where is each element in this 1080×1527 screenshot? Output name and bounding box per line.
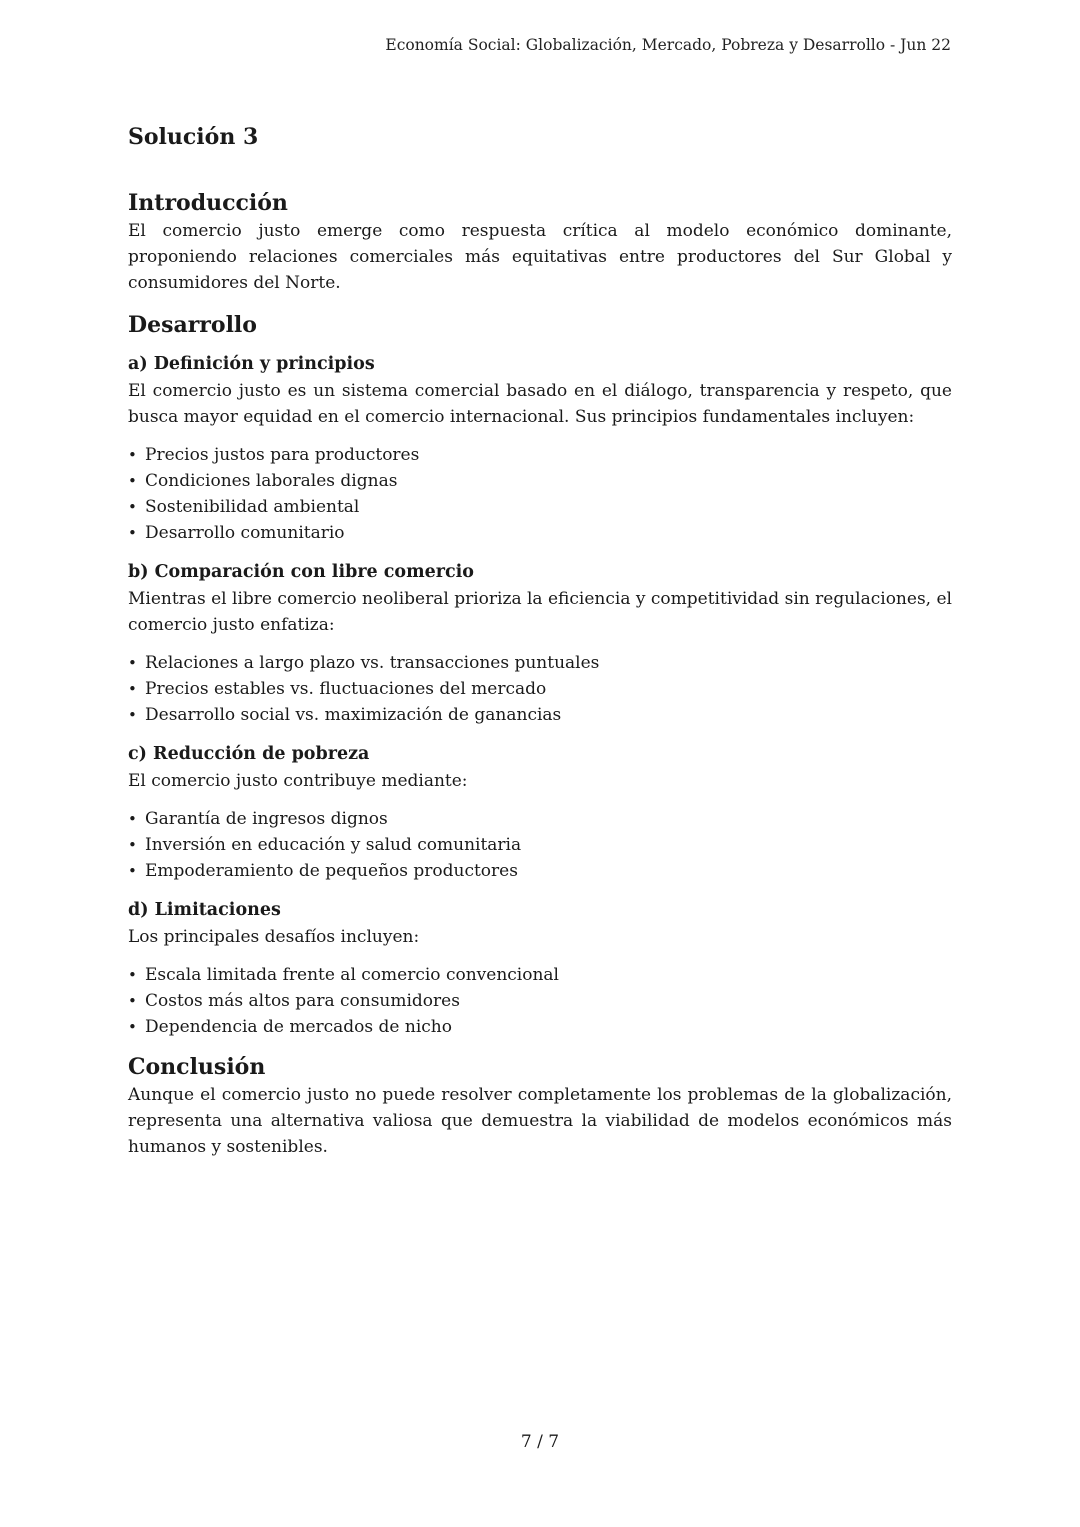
list-item: • Desarrollo social vs. maximización de ganancias xyxy=(128,702,952,728)
subsection-heading: a) Definición y principios xyxy=(128,354,375,374)
list-item: • Inversión en educación y salud comunitaria xyxy=(128,832,952,858)
list-item: • Garantía de ingresos dignos xyxy=(128,806,952,832)
subsection-heading: d) Limitaciones xyxy=(128,900,281,920)
development-section xyxy=(128,310,952,1040)
running-header: Economía Social: Globalización, Mercado, Pobreza y Desarrollo - Jun 22 xyxy=(385,36,951,54)
list-item: • Escala limitada frente al comercio convencional xyxy=(128,962,952,988)
list-item: • Dependencia de mercados de nicho xyxy=(128,1014,952,1040)
subsection-text: El comercio justo contribuye mediante: xyxy=(128,771,468,791)
conclusion-section xyxy=(128,1052,952,1160)
subsection-definition xyxy=(128,350,952,546)
list-item: • Relaciones a largo plazo vs. transacciones puntuales xyxy=(128,650,952,676)
subsection-text: Mientras el libre comercio neoliberal prioriza la eficiencia y competitividad sin regulaciones, el comercio justo enfatiza: xyxy=(128,589,952,635)
bullet-list xyxy=(128,650,952,728)
subsection-comparison xyxy=(128,558,952,728)
page-content xyxy=(128,120,952,1160)
list-item: • Sostenibilidad ambiental xyxy=(128,494,952,520)
subsection-limitations xyxy=(128,896,952,1040)
introduction-text: El comercio justo emerge como respuesta crítica al modelo económico dominante, proponiendo relaciones comerciales más equitativas entre productores del Sur Global y consumidores del Norte. xyxy=(128,221,952,293)
introduction-heading: Introducción xyxy=(128,190,288,216)
development-heading: Desarrollo xyxy=(128,312,257,338)
list-item: • Empoderamiento de pequeños productores xyxy=(128,858,952,884)
introduction-section xyxy=(128,188,952,296)
list-item: • Costos más altos para consumidores xyxy=(128,988,952,1014)
bullet-list xyxy=(128,962,952,1040)
solution-title: Solución 3 xyxy=(128,124,259,150)
subsection-text: Los principales desafíos incluyen: xyxy=(128,927,420,947)
list-item: • Condiciones laborales dignas xyxy=(128,468,952,494)
list-item: • Desarrollo comunitario xyxy=(128,520,952,546)
subsection-heading: b) Comparación con libre comercio xyxy=(128,562,474,582)
conclusion-text: Aunque el comercio justo no puede resolver completamente los problemas de la globalización, representa una alternativa valiosa que demuestra la viabilidad de modelos económicos más humanos y sostenibles. xyxy=(128,1085,952,1157)
list-item: • Precios estables vs. fluctuaciones del mercado xyxy=(128,676,952,702)
bullet-list xyxy=(128,442,952,546)
bullet-list xyxy=(128,806,952,884)
subsection-text: El comercio justo es un sistema comercial basado en el diálogo, transparencia y respeto, que busca mayor equidad en el comercio internacional. Sus principios fundamentales incluyen: xyxy=(128,381,952,427)
page-number: 7 / 7 xyxy=(520,1432,560,1452)
list-item: • Precios justos para productores xyxy=(128,442,952,468)
subsection-poverty xyxy=(128,740,952,884)
conclusion-heading: Conclusión xyxy=(128,1054,266,1080)
subsection-heading: c) Reducción de pobreza xyxy=(128,744,370,764)
